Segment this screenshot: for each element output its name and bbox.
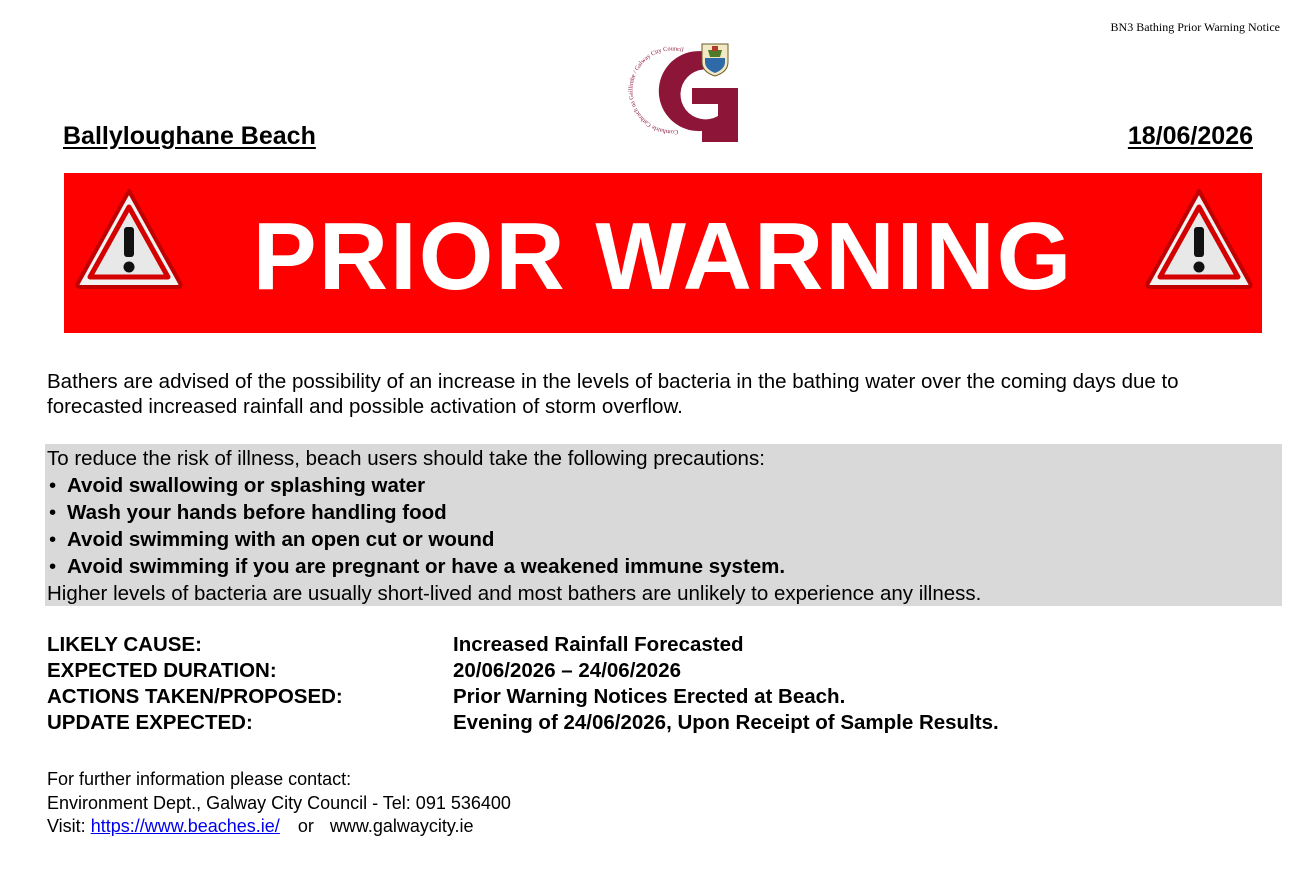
precaution-text: Wash your hands before handling food xyxy=(67,501,447,524)
details-value: 20/06/2026 – 24/06/2026 xyxy=(453,659,681,682)
contact-department: Environment Dept., Galway City Council - Tel: 091 536400 xyxy=(47,792,511,813)
details-label: UPDATE EXPECTED: xyxy=(47,711,253,734)
galwaycity-link: www.galwaycity.ie xyxy=(329,816,474,836)
contact-info xyxy=(47,768,511,839)
advisory-text: Bathers are advised of the possibility of an increase in the levels of bacteria in the bathing water over the coming days due to forecasted increased rainfall and possible activation of storm overflow. xyxy=(47,370,1179,418)
precaution-text: Avoid swallowing or splashing water xyxy=(67,474,426,497)
list-item xyxy=(47,553,1282,580)
bullet-icon: • xyxy=(49,474,57,497)
bullet-icon: • xyxy=(49,501,57,524)
coat-of-arms-icon xyxy=(702,44,728,76)
details-value: Prior Warning Notices Erected at Beach. xyxy=(453,685,846,708)
precautions-intro: To reduce the risk of illness, beach users should take the following precautions: xyxy=(47,447,765,470)
details-label: EXPECTED DURATION: xyxy=(47,659,277,682)
contact-visit-line xyxy=(47,815,511,839)
precautions-list xyxy=(47,472,1282,580)
galway-city-council-logo xyxy=(628,38,746,146)
contact-intro: For further information please contact: xyxy=(47,769,352,789)
precautions-note: Higher levels of bacteria are usually short-lived and most bathers are unlikely to experience any illness. xyxy=(47,582,982,605)
or-text: or xyxy=(297,816,314,836)
precaution-text: Avoid swimming if you are pregnant or have a weakened immune system. xyxy=(67,555,786,578)
prior-warning-banner xyxy=(64,173,1262,333)
list-item xyxy=(47,526,1282,553)
warning-triangle-icon xyxy=(1144,187,1254,291)
details-value: Evening of 24/06/2026, Upon Receipt of Sample Results. xyxy=(453,711,999,734)
precautions-box xyxy=(45,444,1282,606)
bullet-icon: • xyxy=(49,555,57,578)
warning-triangle-icon xyxy=(74,187,184,291)
logo-ring-text: Comhairle Cathrach na Gaillimhe / Galway City Council xyxy=(628,45,685,136)
banner-title: PRIOR WARNING xyxy=(252,203,1074,310)
bullet-icon: • xyxy=(49,528,57,551)
list-item xyxy=(47,499,1282,526)
list-item xyxy=(47,472,1282,499)
notice-date: 18/06/2026 xyxy=(1127,122,1253,150)
visit-label: Visit: xyxy=(47,816,86,836)
details-value: Increased Rainfall Forecasted xyxy=(453,633,744,656)
details-label: ACTIONS TAKEN/PROPOSED: xyxy=(47,685,343,708)
details-label: LIKELY CAUSE: xyxy=(47,633,202,656)
beach-name: Ballyloughane Beach xyxy=(63,122,316,150)
beaches-ie-link[interactable]: https://www.beaches.ie/ xyxy=(90,816,280,836)
document-reference: BN3 Bathing Prior Warning Notice xyxy=(1110,20,1280,34)
precaution-text: Avoid swimming with an open cut or wound xyxy=(67,528,495,551)
